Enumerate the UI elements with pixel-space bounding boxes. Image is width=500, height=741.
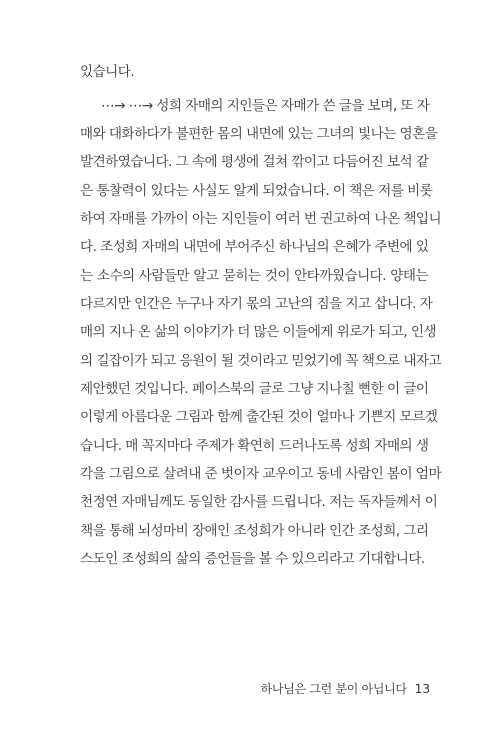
book-title: 하나님은 그런 분이 아닙니다 xyxy=(260,682,407,696)
text-line: 하여 자매를 가까이 아는 지인들이 여러 번 권고하여 나온 책입니 xyxy=(80,211,442,227)
text-line: 습니다. 매 꼭지마다 주제가 확연히 드러나도록 성희 자매의 생 xyxy=(80,438,429,454)
running-footer xyxy=(261,681,430,697)
text-line: 의 길잡이가 되고 응원이 될 것이라고 믿었기에 꼭 책으로 내자고 xyxy=(80,353,442,369)
text-line: 책을 통해 뇌성마비 장애인 조성희가 아니라 인간 조성희, 그리 xyxy=(80,523,429,539)
text-line: 스도인 조성희의 삶의 증언들을 볼 수 있으리라고 기대합니다. xyxy=(80,551,425,567)
page-number: 13 xyxy=(414,682,430,696)
text-line: 각을 그림으로 살려내 준 벗이자 교우이고 동네 사람인 봄이 엄마 xyxy=(80,466,442,482)
text-line: 은 통찰력이 있다는 사실도 알게 되었습니다. 이 책은 저를 비롯 xyxy=(80,183,433,199)
text-line: 다르지만 인간은 누구나 자기 몫의 고난의 짐을 지고 삽니다. 자 xyxy=(80,296,433,312)
text-line: 매와 대화하다가 불편한 몸의 내면에 있는 그녀의 빛나는 영혼을 xyxy=(80,126,438,142)
text-line: 발견하였습니다. 그 속에 평생에 걸쳐 깎이고 다듬어진 보석 같 xyxy=(80,154,429,170)
text-line: ⋯→ ⋯→ 성희 자매의 지인들은 자매가 쓴 글을 보며, 또 자 xyxy=(101,98,430,114)
text-line: 제안했던 것입니다. 페이스북의 글로 그냥 지나칠 뻔한 이 글이 xyxy=(80,381,429,397)
text-line: 있습니다. xyxy=(80,64,135,80)
text-line: 이렇게 아름다운 그림과 함께 출간된 것이 얼마나 기쁜지 모르겠 xyxy=(80,409,438,425)
text-line: 는 소수의 사람들만 알고 묻히는 것이 안타까웠습니다. 양태는 xyxy=(80,268,428,284)
text-line: 매의 지나 온 삶의 이야기가 더 많은 이들에게 위로가 되고, 인생 xyxy=(80,324,437,340)
text-line: 다. 조성희 자매의 내면에 부어주신 하나님의 은혜가 주변에 있 xyxy=(80,239,429,255)
text-line: 천정연 자매님께도 동일한 감사를 드립니다. 저는 독자들께서 이 xyxy=(80,494,438,510)
